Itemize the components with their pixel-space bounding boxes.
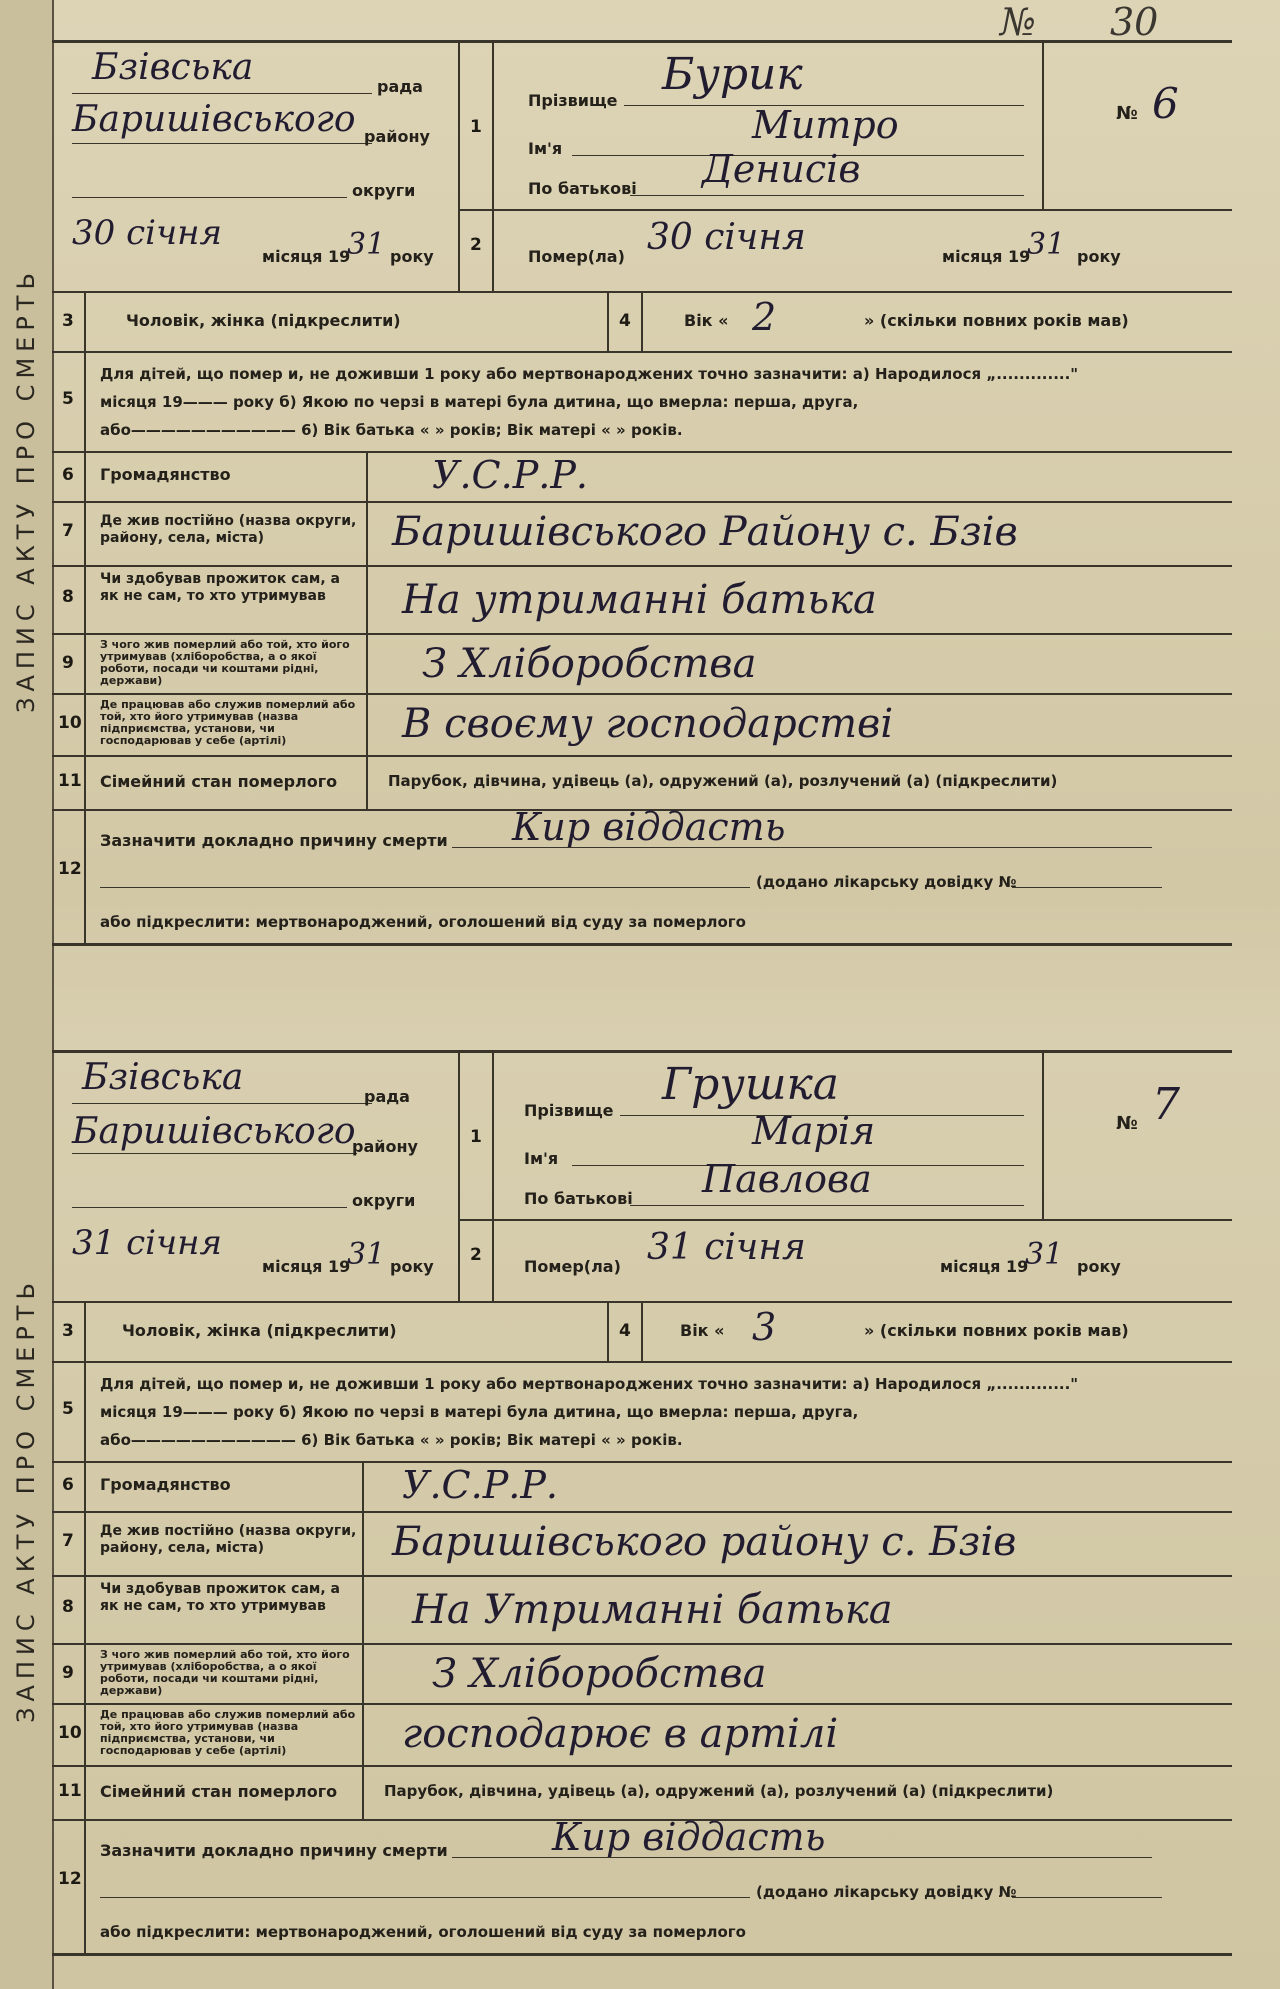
record-1-pomer-date: 30 січня	[647, 217, 806, 258]
record-2-prychyna-label: Зазначити докладно причину смерти	[100, 1841, 448, 1860]
record-2-reg-roku-label: року	[390, 1257, 434, 1276]
record-2-stat-label: Чоловік, жінка (підкреслити)	[122, 1321, 397, 1340]
record-1-simeinyi-label: Сімейний стан померлого	[100, 772, 338, 791]
record-2-reg-year: 31	[347, 1237, 386, 1272]
record-1-pryzhytok-value: На утриманні батька	[402, 577, 877, 623]
record-2-row-8: 8 Чи здобував прожиток сам, а як не сам, то хто утримував На Утриманні батька	[52, 1575, 1232, 1645]
record-2-pomer-year: 31	[1025, 1237, 1064, 1272]
record-2-row-6: 6 Громадянство У.С.Р.Р.	[52, 1461, 1232, 1513]
record-1-row5-line3: або——————————— 6) Вік батька « » років; Вік матері « » років.	[100, 421, 683, 439]
record-2-prizvyshche-label: Прізвище	[524, 1101, 614, 1120]
record-2-row5-line2: місяця 19——— року б) Якою по черзі в матері була дитина, що вмерла: перша, друга,	[100, 1403, 859, 1421]
record-1-row-8: 8 Чи здобував прожиток сам, а як не сам, то хто утримував На утриманні батька	[52, 565, 1232, 635]
record-1-pomer-month-label: місяця 19	[942, 247, 1031, 266]
record-2-de-zhyv-label: Де жив постійно (назва округи, району, села, міста)	[100, 1523, 357, 1556]
record-1-prizvyshche-value: Бурик	[662, 49, 803, 100]
record-1-row5-line1: Для дітей, що помер и, не доживши 1 року або мертвонароджених точно зазначити: а) Народилося „............."	[100, 365, 1079, 383]
record-2-simeinyi-label: Сімейний стан померлого	[100, 1782, 338, 1801]
record-1-rada-block	[52, 43, 460, 291]
record-2-nomer-value: 7	[1152, 1079, 1180, 1130]
side-label-top: ЗАПИС АКТУ ПРО СМЕРТЬ	[12, 267, 40, 713]
record-2-z-choho-label: З чого жив померлий або той, хто його утримував (хліборобства, а о якої роботи, посади чи коштами рідні, держави)	[100, 1648, 350, 1697]
record-1-rada-value: Бзівська	[92, 47, 254, 88]
record-1-reg-roku-label: року	[390, 247, 434, 266]
record-2-raion-label: району	[352, 1137, 418, 1156]
record-1-row-11: 11 Сімейний стан померлого Парубок, дівчина, удівець (а), одружений (а), розлучений (а) (підкреслити)	[52, 755, 1232, 811]
record-2-de-pratsiuvav-value: господарює в артілі	[402, 1711, 839, 1757]
record-2-raion-value: Баришівського	[72, 1111, 356, 1152]
record-2-imia-value: Марія	[752, 1109, 876, 1153]
record-2-vik-value: 3	[752, 1305, 777, 1349]
record-2-rada-block	[52, 1053, 460, 1301]
record-1-header	[52, 43, 1232, 293]
record-2-z-choho-value: З Хліборобства	[432, 1651, 767, 1697]
record-1-num-1: 1	[470, 117, 482, 137]
record-1-stat-label: Чоловік, жінка (підкреслити)	[126, 311, 401, 330]
record-1-imia-value: Митро	[752, 103, 899, 147]
record-1-row-12: 12 Зазначити докладно причину смерти Кир віддасть (додано лікарську довідку № або підкреслити: мертвонароджений, оголошений від суду за померлого	[52, 809, 1232, 943]
record-1-z-choho-label: З чого жив померлий або той, хто його утримував (хліборобства, а о якої роботи, посади чи коштами рідні, держави)	[100, 638, 350, 687]
record-2-row-9: 9 З чого жив померлий або той, хто його утримував (хліборобства, а о якої роботи, посади чи коштами рідні, держави) З Хліборобства	[52, 1643, 1232, 1705]
record-2-okruhy-label: округи	[352, 1191, 416, 1210]
record-2-pryzhytok-label: Чи здобував прожиток сам, а як не сам, то хто утримував	[100, 1581, 340, 1614]
record-2-row-3-4: 3 Чоловік, жінка (підкреслити) 4 Вік « 3 » (скільки повних років мав)	[52, 1301, 1232, 1363]
record-1-de-zhyv-value: Баришівського Району с. Бзів	[392, 509, 1018, 555]
record-2-row-12: 12 Зазначити докладно причину смерти Кир віддасть (додано лікарську довідку № або підкреслити: мертвонароджений, оголошений від суду за померлого	[52, 1819, 1232, 1953]
record-2-vik-label: Вік «	[680, 1321, 725, 1340]
record-2-reg-date: 31 січня	[72, 1223, 223, 1263]
record-1-reg-date: 30 січня	[72, 213, 223, 253]
record-2-po-batkovi-value: Павлова	[702, 1157, 872, 1201]
record-1-vik-value: 2	[752, 295, 777, 339]
record-1-prychyna-label: Зазначити докладно причину смерти	[100, 831, 448, 850]
record-1-nomer-value: 6	[1152, 79, 1179, 128]
record-1-row-5: 5 Для дітей, що помер и, не доживши 1 року або мертвонароджених точно зазначити: а) Народилося „............." місяця 19——— року б) Якою по черзі в матері була дитина, що вмерла: перша, друга, або——————————— 6) Вік батька « » років; Вік матері « » років.	[52, 351, 1232, 453]
record-2-header	[52, 1053, 1232, 1303]
record-2-hromadianstvo-label: Громадянство	[100, 1475, 231, 1494]
record-1-pomer-roku-label: року	[1077, 247, 1121, 266]
record-1-hromadianstvo-label: Громадянство	[100, 465, 231, 484]
record-2-vik-note: » (скільки повних років мав)	[864, 1321, 1129, 1340]
record-2-num-2: 2	[470, 1245, 482, 1265]
record-1-imia-label: Ім'я	[528, 139, 563, 158]
record-2-row-5: 5 Для дітей, що помер и, не доживши 1 року або мертвонароджених точно зазначити: а) Народилося „............." місяця 19——— року б) Якою по черзі в матері була дитина, що вмерла: перша, друга, або——————————— 6) Вік батька « » років; Вік матері « » років.	[52, 1361, 1232, 1463]
record-2-row-11: 11 Сімейний стан померлого Парубок, дівчина, удівець (а), одружений (а), розлучений (а) (підкреслити)	[52, 1765, 1232, 1821]
record-1-dovidka-label: (додано лікарську довідку №	[756, 873, 1017, 891]
record-1	[52, 40, 1232, 946]
record-2-rada-value: Бзівська	[82, 1057, 244, 1098]
record-1-hromadianstvo-value: У.С.Р.Р.	[432, 453, 588, 497]
page-number: 30	[1110, 0, 1159, 44]
record-2-row5-line3: або——————————— 6) Вік батька « » років; Вік матері « » років.	[100, 1431, 683, 1449]
page-corner-mark: №	[1000, 0, 1036, 44]
record-2-pomer-month-label: місяця 19	[940, 1257, 1029, 1276]
record-2-simeinyi-options: Парубок, дівчина, удівець (а), одружений (а), розлучений (а) (підкреслити)	[384, 1782, 1054, 1800]
side-label-bottom: ЗАПИС АКТУ ПРО СМЕРТЬ	[12, 1277, 40, 1723]
record-2-po-batkovi-label: По батькові	[524, 1189, 633, 1208]
record-2-de-pratsiuvav-label: Де працював або служив померлий або той, хто його утримував (назва підприємства, установи, чи господарював у себе (артілі)	[100, 1708, 356, 1757]
record-1-prizvyshche-label: Прізвище	[528, 91, 618, 110]
record-1-row-7: 7 Де жив постійно (назва округи, району, села, міста) Баришівського Району с. Бзів	[52, 501, 1232, 567]
record-1-pomer-year: 31	[1027, 227, 1066, 262]
record-2-prizvyshche-value: Грушка	[662, 1059, 840, 1110]
record-1-okruhy-label: округи	[352, 181, 416, 200]
record-2	[52, 1050, 1232, 1956]
record-1-row-3-4: 3 Чоловік, жінка (підкреслити) 4 Вік « 2 » (скільки повних років мав)	[52, 291, 1232, 353]
record-1-reg-year: 31	[347, 227, 386, 262]
record-2-hromadianstvo-value: У.С.Р.Р.	[402, 1463, 558, 1507]
record-2-pomer-date: 31 січня	[647, 1227, 806, 1268]
record-1-de-pratsiuvav-label: Де працював або служив померлий або той, хто його утримував (назва підприємства, установи, чи господарював у себе (артілі)	[100, 698, 356, 747]
record-1-reg-month-label: місяця 19	[262, 247, 351, 266]
record-1-row-9: 9 З чого жив померлий або той, хто його утримував (хліборобства, а о якої роботи, посади чи коштами рідні, держави) З Хліборобства	[52, 633, 1232, 695]
record-1-pomer-label: Помер(ла)	[528, 247, 625, 266]
record-1-raion-label: району	[364, 127, 430, 146]
record-2-rada-label: рада	[364, 1087, 410, 1106]
record-2-prychyna-value: Кир віддасть	[552, 1815, 826, 1859]
record-1-simeinyi-options: Парубок, дівчина, удівець (а), одружений (а), розлучений (а) (підкреслити)	[388, 772, 1058, 790]
record-1-raion-value: Баришівського	[72, 99, 356, 140]
record-1-num-2: 2	[470, 235, 482, 255]
record-2-row5-line1: Для дітей, що помер и, не доживши 1 року або мертвонароджених точно зазначити: а) Народилося „............."	[100, 1375, 1079, 1393]
record-2-abo-label: або підкреслити: мертвонароджений, оголошений від суду за померлого	[100, 1923, 746, 1941]
record-1-nomer-label: №	[1116, 103, 1138, 124]
record-1-abo-label: або підкреслити: мертвонароджений, оголошений від суду за померлого	[100, 913, 746, 931]
record-2-imia-label: Ім'я	[524, 1149, 559, 1168]
record-1-row5-line2: місяця 19——— року б) Якою по черзі в матері була дитина, що вмерла: перша, друга,	[100, 393, 859, 411]
record-1-z-choho-value: З Хліборобства	[422, 641, 757, 687]
record-2-row-10: 10 Де працював або служив померлий або той, хто його утримував (назва підприємства, установи, чи господарював у себе (артілі) господарює в артілі	[52, 1703, 1232, 1767]
record-1-de-pratsiuvav-value: В своєму господарстві	[402, 701, 894, 747]
record-2-pomer-label: Помер(ла)	[524, 1257, 621, 1276]
record-1-po-batkovi-label: По батькові	[528, 179, 637, 198]
record-1-row-10: 10 Де працював або служив померлий або той, хто його утримував (назва підприємства, установи, чи господарював у себе (артілі) В своєму господарстві	[52, 693, 1232, 757]
record-1-pryzhytok-label: Чи здобував прожиток сам, а як не сам, то хто утримував	[100, 571, 340, 604]
record-2-row-7: 7 Де жив постійно (назва округи, району, села, міста) Баришівського району с. Бзів	[52, 1511, 1232, 1577]
record-2-num-1: 1	[470, 1127, 482, 1147]
record-2-dovidka-label: (додано лікарську довідку №	[756, 1883, 1017, 1901]
record-1-prychyna-value: Кир віддасть	[512, 805, 786, 849]
record-1-vik-label: Вік «	[684, 311, 729, 330]
side-strip	[0, 0, 54, 1989]
record-1-po-batkovi-value: Денисів	[702, 147, 861, 191]
record-2-nomer-label: №	[1116, 1113, 1138, 1134]
record-2-pomer-roku-label: року	[1077, 1257, 1121, 1276]
record-1-row-6: 6 Громадянство У.С.Р.Р.	[52, 451, 1232, 503]
record-2-de-zhyv-value: Баришівського району с. Бзів	[392, 1519, 1017, 1565]
record-2-reg-month-label: місяця 19	[262, 1257, 351, 1276]
record-1-rada-label: рада	[377, 77, 423, 96]
record-2-pryzhytok-value: На Утриманні батька	[412, 1587, 893, 1633]
record-1-de-zhyv-label: Де жив постійно (назва округи, району, села, міста)	[100, 513, 357, 546]
record-1-vik-note: » (скільки повних років мав)	[864, 311, 1129, 330]
